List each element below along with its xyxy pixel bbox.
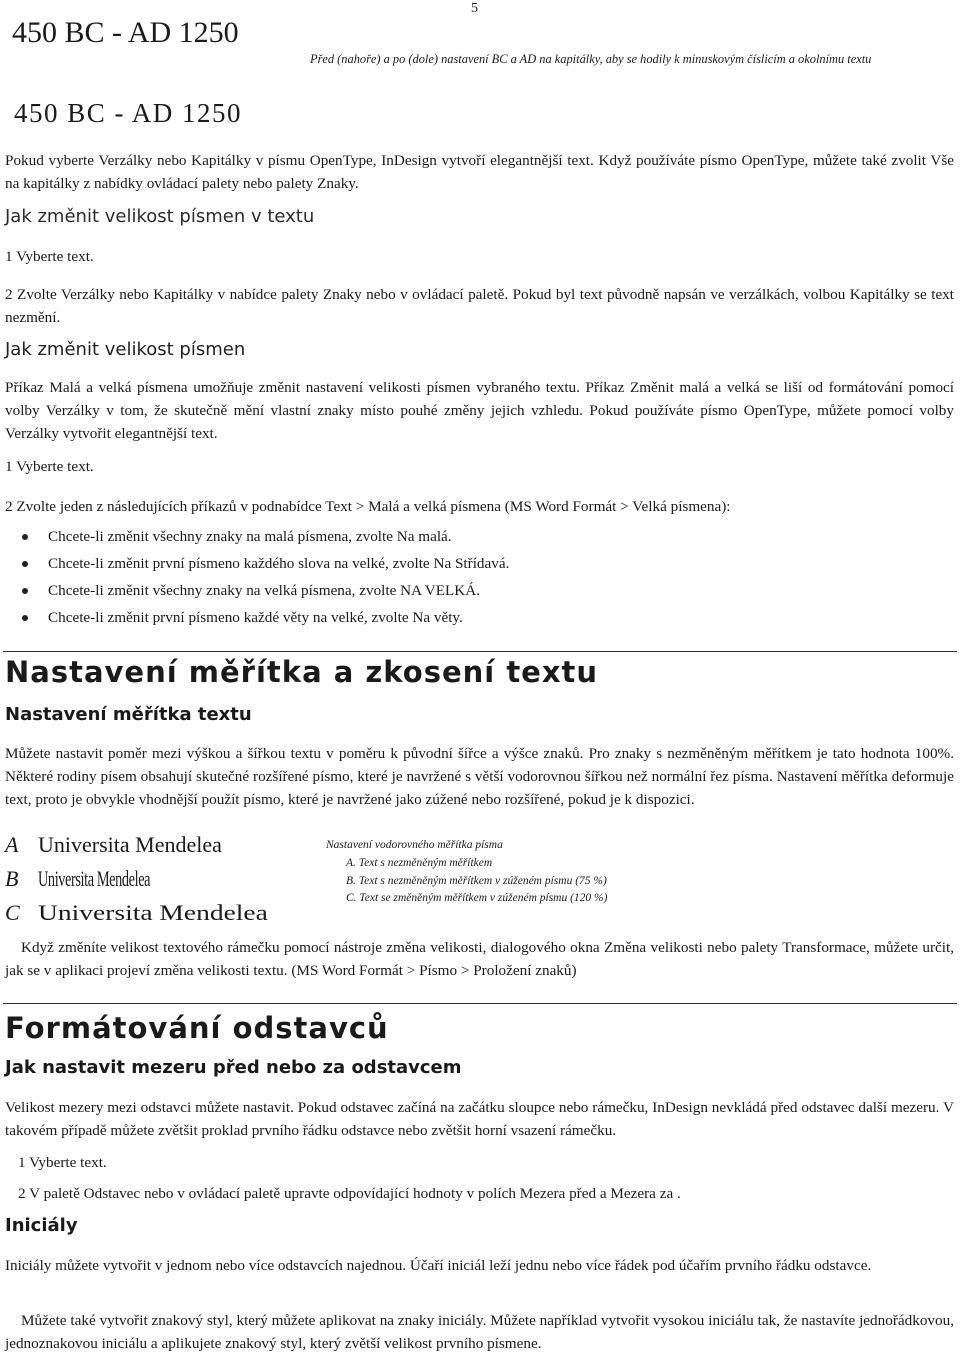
spacing-step-2: 2 V paletě Odstavec nebo v ovládací paletě upravte odpovídající hodnoty v polích Mezera před a Mezera za . (18, 1185, 681, 1202)
figure-label-a: A (5, 832, 19, 857)
figure-label-b: B (5, 866, 19, 891)
scale-figure (0, 828, 960, 928)
list-item: Chcete-li změnit první písmeno každého slova na velké, zvolte Na Střídavá. (22, 550, 509, 577)
example-before-title: 450 BC - AD 1250 (12, 16, 239, 49)
figure-caption-b: B. Text s nezměněným měřítkem v zúženém písmu (75 %) (346, 875, 607, 887)
initials-paragraph-2: Můžete také vytvořit znakový styl, který můžete aplikovat na znaky iniciály. Můžete například vytvořit vysokou iniciálu tak, že nastavíte jednořádkovou, jednoznakovou iniciálu a aplikujete znakový styl, který zvětší velikost prvního písmene. (5, 1312, 954, 1352)
example-after-title: 450 BC - AD 1250 (14, 98, 243, 128)
chapter-title-paragraphs: Formátování odstavců (5, 1011, 389, 1045)
list-item: Chcete-li změnit všechny znaky na velká písmena, zvolte NA VELKÁ. (22, 577, 509, 604)
sample-normal: Universita Mendelea (38, 832, 222, 857)
section-heading-case: Jak změnit velikost písmen (5, 339, 246, 360)
subheading-initials: Iniciály (5, 1215, 78, 1236)
case-step-1: 1 Vyberte text. (5, 458, 94, 475)
page-number: 5 (471, 1, 478, 16)
step-1: 1 Vyberte text. (5, 248, 94, 265)
section-heading-case-text: Jak změnit velikost písmen v textu (5, 206, 315, 227)
list-item: Chcete-li změnit všechny znaky na malá písmena, zvolte Na malá. (22, 523, 509, 550)
subheading-spacing: Jak nastavit mezeru před nebo za odstavcem (5, 1057, 462, 1078)
spacing-step-1: 1 Vyberte text. (18, 1154, 107, 1171)
case-step-2: 2 Zvolte jeden z následujících příkazů v podnabídce Text > Malá a velká písmena (MS Word Formát > Velká písmena): (5, 498, 731, 515)
chapter-divider (3, 651, 957, 652)
list-item: Chcete-li změnit první písmeno každé věty na velké, zvolte Na věty. (22, 604, 509, 631)
bullet-icon (22, 615, 28, 621)
sample-expanded: Universita Mendelea (38, 900, 268, 925)
scale-paragraph-2: Když změníte velikost textového rámečku pomocí nástroje změna velikosti, dialogového okna Změna velikosti nebo palety Transformace, můžete určit, jak se v aplikaci projeví změna velikosti textu. (MS Word Formát > Písmo > Proložení znaků) (5, 939, 954, 979)
bullet-icon (22, 561, 28, 567)
chapter-title-scale: Nastavení měřítka a zkosení textu (5, 655, 599, 689)
subheading-scale: Nastavení měřítka textu (5, 704, 252, 725)
chapter-divider (3, 1003, 957, 1004)
spacing-paragraph: Velikost mezery mezi odstavci můžete nastavit. Pokud odstavec začíná na začátku sloupce nebo rámečku, InDesign nevkládá před odstavec další mezeru. V takovém případě můžete zvětšit proklad prvního řádku odstavce nebo zvětšit horní vsazení rámečku. (5, 1099, 954, 1139)
figure-label-c: C (5, 900, 20, 925)
sample-condensed: Universita Mendelea (38, 866, 151, 891)
step-2: 2 Zvolte Verzálky nebo Kapitálky v nabídce palety Znaky nebo v ovládací paletě. Pokud byl text původně napsán ve verzálkách, volbou Kapitálky se text nezmění. (5, 286, 954, 326)
figure-caption-c: C. Text se změněným měřítkem v zúženém písmu (120 %) (346, 892, 608, 904)
initials-paragraph-1: Iniciály můžete vytvořit v jednom nebo více odstavcích najednou. Účaří iniciál leží jednu nebo více řádek pod účařím prvního řádku odstavce. (5, 1257, 872, 1274)
scale-paragraph: Můžete nastavit poměr mezi výškou a šířkou textu v poměru k původní šířce a výšce znaků. Pro znaky s nezměněným měřítkem je tato hodnota 100%. Některé rodiny písem obsahují skutečné rozšířené písmo, které je navržené s větší vodorovnou šířkou než normální řez písma. Nastavení měřítka deformuje text, proto je obvykle vhodnější použít písmo, které je navržené jako zúžené nebo rozšířené, pokud je k dispozici. (5, 745, 954, 808)
case-paragraph: Příkaz Malá a velká písmena umožňuje změnit nastavení velikosti písmen vybraného textu. Příkaz Změnit malá a velká se liší od formátování pomocí volby Verzálky v tom, že skutečně mění vlastní znaky místo pouhé změny jejich vzhledu. Pokud používáte písmo OpenType, můžete pomocí volby Verzálky vytvořit elegantnější text. (5, 379, 954, 442)
figure-caption-title: Nastavení vodorovného měřítka písma (326, 839, 503, 851)
bullet-icon (22, 588, 28, 594)
intro-paragraph: Pokud vyberte Verzálky nebo Kapitálky v písmu OpenType, InDesign vytvoří elegantnější text. Když používáte písmo OpenType, můžete také zvolit Vše na kapitálky z nabídky ovládací palety nebo palety Znaky. (5, 152, 954, 192)
figure-caption-a: A. Text s nezměněným měřítkem (346, 857, 493, 869)
example-caption: Před (nahoře) a po (dole) nastavení BC a AD na kapitálky, aby se hodily k minuskovým číslicím a okolnímu textu (310, 52, 872, 66)
bullet-icon (22, 534, 28, 540)
case-options-list (22, 523, 509, 631)
